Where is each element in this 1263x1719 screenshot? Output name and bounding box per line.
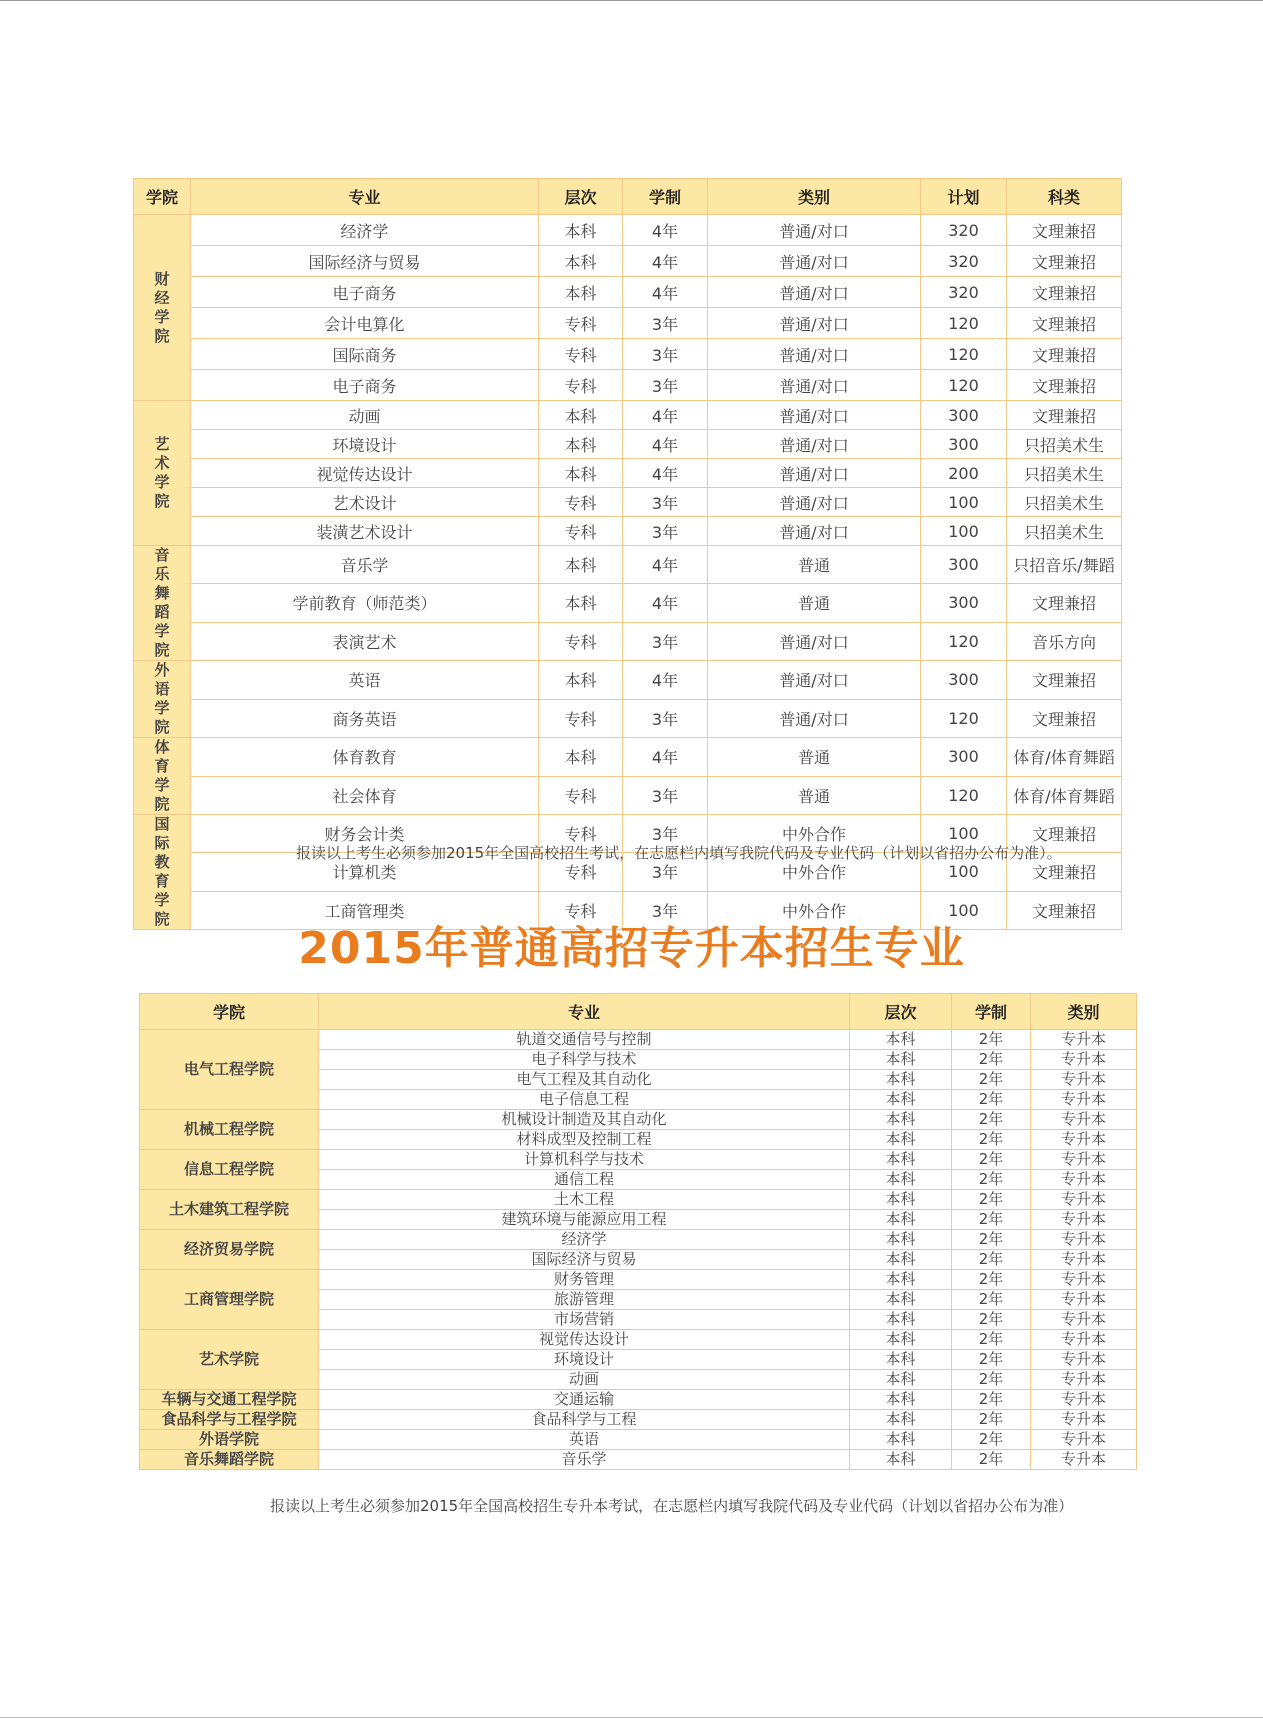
table-header-row: [140, 994, 1137, 1030]
table-cell: 机械设计制造及其自动化: [319, 1110, 850, 1130]
table-row: [134, 776, 1122, 815]
college-cell: 土木建筑工程学院: [140, 1190, 319, 1230]
college-cell: 音乐舞蹈学院: [140, 1450, 319, 1470]
table-cell: 本科: [850, 1370, 952, 1390]
table-cell: 2年: [952, 1110, 1031, 1130]
table-cell: 普通/对口: [708, 661, 921, 700]
table-cell: 会计电算化: [191, 308, 539, 339]
table-cell: 视觉传达设计: [191, 459, 539, 488]
table-cell: 普通/对口: [708, 246, 921, 277]
table-cell: 普通/对口: [708, 488, 921, 517]
table-cell: 120: [921, 776, 1007, 815]
table-cell: 普通/对口: [708, 339, 921, 370]
table-cell: 动画: [191, 401, 539, 430]
table-cell: 英语: [319, 1430, 850, 1450]
table-cell: 3年: [623, 339, 708, 370]
bottom-border-line: [0, 1717, 1263, 1718]
table-cell: 视觉传达设计: [319, 1330, 850, 1350]
table-cell: 3年: [623, 517, 708, 546]
table-cell: 120: [921, 622, 1007, 660]
table-cell: 2年: [952, 1030, 1031, 1050]
table-cell: 财务会计类: [191, 815, 539, 853]
upgrade-majors-table: [139, 993, 1137, 1470]
table-row: [134, 339, 1122, 370]
column-header: 层次: [539, 179, 623, 215]
table-cell: 只招音乐/舞蹈: [1007, 546, 1122, 584]
table-cell: 体育教育: [191, 738, 539, 777]
column-header: 层次: [850, 994, 952, 1030]
college-cell: 机械工程学院: [140, 1110, 319, 1150]
college-cell: 工商管理学院: [140, 1270, 319, 1330]
table-row: [134, 430, 1122, 459]
table-cell: 3年: [623, 853, 708, 891]
college-cell: 经济贸易学院: [140, 1230, 319, 1270]
college-cell: [134, 738, 191, 815]
table-cell: 轨道交通信号与控制: [319, 1030, 850, 1050]
table-cell: 动画: [319, 1370, 850, 1390]
table-cell: 本科: [539, 738, 623, 777]
table-cell: 2年: [952, 1050, 1031, 1070]
table-cell: 国际商务: [191, 339, 539, 370]
table-cell: 普通/对口: [708, 370, 921, 401]
table-cell: 国际经济与贸易: [191, 246, 539, 277]
table-cell: 电子信息工程: [319, 1090, 850, 1110]
table-cell: 3年: [623, 891, 708, 929]
table-cell: 专升本: [1031, 1030, 1137, 1050]
table-cell: 专科: [539, 308, 623, 339]
table-row: [134, 215, 1122, 246]
college-cell: [134, 401, 191, 546]
table-cell: 专科: [539, 699, 623, 738]
table-row: [140, 1390, 1137, 1410]
table-cell: 2年: [952, 1350, 1031, 1370]
table-cell: 320: [921, 246, 1007, 277]
table-cell: 3年: [623, 488, 708, 517]
table-cell: 学前教育（师范类）: [191, 584, 539, 622]
table-cell: 文理兼招: [1007, 853, 1122, 891]
table-cell: 只招美术生: [1007, 517, 1122, 546]
table-cell: 2年: [952, 1310, 1031, 1330]
table-cell: 工商管理类: [191, 891, 539, 929]
table-cell: 专升本: [1031, 1250, 1137, 1270]
table-cell: 2年: [952, 1090, 1031, 1110]
table-cell: 土木工程: [319, 1190, 850, 1210]
table-cell: 4年: [623, 215, 708, 246]
table-cell: 专升本: [1031, 1330, 1137, 1350]
table-cell: 本科: [539, 459, 623, 488]
table-cell: 旅游管理: [319, 1290, 850, 1310]
column-header: 学制: [623, 179, 708, 215]
table-cell: 4年: [623, 246, 708, 277]
table-cell: 300: [921, 661, 1007, 700]
table-cell: 只招美术生: [1007, 430, 1122, 459]
table-cell: 本科: [850, 1270, 952, 1290]
table-row: [134, 488, 1122, 517]
table-cell: 普通: [708, 738, 921, 777]
table-cell: 专科: [539, 370, 623, 401]
table-cell: 本科: [850, 1070, 952, 1090]
table-cell: 100: [921, 815, 1007, 853]
college-cell: [134, 546, 191, 661]
table-cell: 专升本: [1031, 1290, 1137, 1310]
table-cell: 120: [921, 308, 1007, 339]
table-cell: 本科: [850, 1190, 952, 1210]
table-cell: 本科: [850, 1030, 952, 1050]
table-cell: 专升本: [1031, 1350, 1137, 1370]
table-cell: 2年: [952, 1270, 1031, 1290]
table-cell: 普通/对口: [708, 430, 921, 459]
table-cell: 2年: [952, 1430, 1031, 1450]
table-cell: 本科: [850, 1050, 952, 1070]
column-header: 科类: [1007, 179, 1122, 215]
table-row: [134, 738, 1122, 777]
table-cell: 专科: [539, 776, 623, 815]
table-cell: 普通/对口: [708, 277, 921, 308]
table-cell: 4年: [623, 277, 708, 308]
table-row: [140, 1230, 1137, 1250]
table-cell: 经济学: [191, 215, 539, 246]
exam-note: 报读以上考生必须参加2015年全国高校招生专升本考试，在志愿栏内填写我院代码及专业代码（计划以省招办公布为准）: [270, 1497, 1074, 1515]
table-cell: 财务管理: [319, 1270, 850, 1290]
table-row: [134, 246, 1122, 277]
college-cell: 信息工程学院: [140, 1150, 319, 1190]
table-cell: 文理兼招: [1007, 246, 1122, 277]
table-cell: 专科: [539, 488, 623, 517]
table-cell: 专升本: [1031, 1430, 1137, 1450]
column-header: 专业: [319, 994, 850, 1030]
table-cell: 4年: [623, 459, 708, 488]
table-cell: 120: [921, 370, 1007, 401]
table-row: [140, 1330, 1137, 1350]
table-cell: 普通: [708, 776, 921, 815]
table-cell: 音乐学: [319, 1450, 850, 1470]
college-name: 艺术学院: [154, 435, 170, 510]
table-cell: 专升本: [1031, 1150, 1137, 1170]
table-cell: 材料成型及控制工程: [319, 1130, 850, 1150]
table-row: [134, 622, 1122, 660]
table-cell: 电子商务: [191, 277, 539, 308]
table-cell: 3年: [623, 776, 708, 815]
table-cell: 专科: [539, 891, 623, 929]
table-cell: 普通/对口: [708, 699, 921, 738]
table-cell: 2年: [952, 1330, 1031, 1350]
table-cell: 普通/对口: [708, 401, 921, 430]
table-cell: 300: [921, 430, 1007, 459]
table-cell: 3年: [623, 815, 708, 853]
table-cell: 2年: [952, 1210, 1031, 1230]
column-header: 专业: [191, 179, 539, 215]
table-cell: 专科: [539, 517, 623, 546]
table-cell: 文理兼招: [1007, 891, 1122, 929]
table-row: [134, 277, 1122, 308]
table-cell: 体育/体育舞蹈: [1007, 776, 1122, 815]
table-header-row: [134, 179, 1122, 215]
table-cell: 本科: [850, 1450, 952, 1470]
table-cell: 4年: [623, 401, 708, 430]
table-cell: 电子科学与技术: [319, 1050, 850, 1070]
table-cell: 文理兼招: [1007, 401, 1122, 430]
table-cell: 本科: [850, 1390, 952, 1410]
table-cell: 320: [921, 215, 1007, 246]
table-cell: 文理兼招: [1007, 339, 1122, 370]
table-row: [140, 1150, 1137, 1170]
table-cell: 通信工程: [319, 1170, 850, 1190]
college-name: 外语学院: [154, 661, 170, 736]
table-cell: 交通运输: [319, 1390, 850, 1410]
table-cell: 2年: [952, 1170, 1031, 1190]
table-cell: 只招美术生: [1007, 459, 1122, 488]
table-cell: 文理兼招: [1007, 215, 1122, 246]
table-cell: 本科: [539, 246, 623, 277]
table-row: [140, 1110, 1137, 1130]
college-cell: [134, 215, 191, 401]
table-cell: 专科: [539, 622, 623, 660]
table-row: [134, 308, 1122, 339]
table-cell: 文理兼招: [1007, 699, 1122, 738]
table-cell: 320: [921, 277, 1007, 308]
table-row: [134, 699, 1122, 738]
exam-note: 报读以上考生必须参加2015年全国高校招生考试，在志愿栏内填写我院代码及专业代码（计划以省招办公布为准）。: [296, 844, 1062, 862]
table-cell: 社会体育: [191, 776, 539, 815]
table-row: [134, 370, 1122, 401]
table-row: [140, 1410, 1137, 1430]
table-cell: 本科: [850, 1150, 952, 1170]
table-cell: 计算机科学与技术: [319, 1150, 850, 1170]
table-cell: 4年: [623, 546, 708, 584]
table-cell: 300: [921, 584, 1007, 622]
table-cell: 普通/对口: [708, 215, 921, 246]
table-cell: 4年: [623, 738, 708, 777]
table-cell: 文理兼招: [1007, 661, 1122, 700]
table-cell: 专升本: [1031, 1070, 1137, 1090]
table-cell: 专升本: [1031, 1050, 1137, 1070]
table-cell: 2年: [952, 1410, 1031, 1430]
table-cell: 2年: [952, 1150, 1031, 1170]
table-cell: 2年: [952, 1290, 1031, 1310]
table-row: [140, 1450, 1137, 1470]
table-cell: 文理兼招: [1007, 584, 1122, 622]
table-cell: 200: [921, 459, 1007, 488]
table-cell: 专科: [539, 815, 623, 853]
table-cell: 环境设计: [319, 1350, 850, 1370]
table-cell: 本科: [539, 277, 623, 308]
table-row: [134, 546, 1122, 584]
table-cell: 本科: [850, 1350, 952, 1370]
table-cell: 本科: [850, 1090, 952, 1110]
top-border-line: [0, 0, 1263, 1]
table-cell: 建筑环境与能源应用工程: [319, 1210, 850, 1230]
table-cell: 本科: [539, 401, 623, 430]
college-name: 体育学院: [154, 738, 170, 813]
table-cell: 专升本: [1031, 1090, 1137, 1110]
table-row: [134, 661, 1122, 700]
table-cell: 100: [921, 891, 1007, 929]
undergraduate-majors-table: [133, 178, 1122, 930]
table-cell: 音乐方向: [1007, 622, 1122, 660]
column-header: 计划: [921, 179, 1007, 215]
table-row: [134, 401, 1122, 430]
table-cell: 3年: [623, 370, 708, 401]
table-cell: 120: [921, 339, 1007, 370]
table-cell: 本科: [850, 1290, 952, 1310]
table-cell: 本科: [850, 1130, 952, 1150]
college-cell: 外语学院: [140, 1430, 319, 1450]
table-cell: 本科: [850, 1430, 952, 1450]
table-cell: 只招美术生: [1007, 488, 1122, 517]
table-cell: 本科: [850, 1330, 952, 1350]
table-cell: 2年: [952, 1230, 1031, 1250]
table-cell: 环境设计: [191, 430, 539, 459]
table-cell: 表演艺术: [191, 622, 539, 660]
table-cell: 英语: [191, 661, 539, 700]
table-cell: 中外合作: [708, 815, 921, 853]
table-cell: 本科: [850, 1230, 952, 1250]
college-cell: 电气工程学院: [140, 1030, 319, 1110]
table-cell: 3年: [623, 308, 708, 339]
college-cell: 车辆与交通工程学院: [140, 1390, 319, 1410]
table-cell: 文理兼招: [1007, 370, 1122, 401]
table-cell: 本科: [539, 430, 623, 459]
table-cell: 电气工程及其自动化: [319, 1070, 850, 1090]
table-cell: 专升本: [1031, 1130, 1137, 1150]
table-cell: 2年: [952, 1130, 1031, 1150]
table-cell: 市场营销: [319, 1310, 850, 1330]
table-cell: 本科: [539, 584, 623, 622]
table-cell: 100: [921, 853, 1007, 891]
table-cell: 体育/体育舞蹈: [1007, 738, 1122, 777]
column-header: 类别: [1031, 994, 1137, 1030]
table-cell: 计算机类: [191, 853, 539, 891]
table-cell: 本科: [850, 1170, 952, 1190]
table-cell: 文理兼招: [1007, 308, 1122, 339]
table-cell: 普通/对口: [708, 459, 921, 488]
table-cell: 2年: [952, 1390, 1031, 1410]
table-cell: 3年: [623, 699, 708, 738]
table-cell: 装潢艺术设计: [191, 517, 539, 546]
college-cell: 艺术学院: [140, 1330, 319, 1390]
table-row: [140, 1430, 1137, 1450]
table-cell: 艺术设计: [191, 488, 539, 517]
column-header: 学院: [134, 179, 191, 215]
table-cell: 专科: [539, 339, 623, 370]
table-cell: 音乐学: [191, 546, 539, 584]
column-header: 类别: [708, 179, 921, 215]
table-row: [140, 1190, 1137, 1210]
table-cell: 专升本: [1031, 1410, 1137, 1430]
table-cell: 国际经济与贸易: [319, 1250, 850, 1270]
table-cell: 本科: [850, 1410, 952, 1430]
table-cell: 普通/对口: [708, 308, 921, 339]
table-row: [140, 1270, 1137, 1290]
table-cell: 普通/对口: [708, 517, 921, 546]
table-cell: 100: [921, 517, 1007, 546]
table-cell: 专升本: [1031, 1230, 1137, 1250]
table-cell: 2年: [952, 1450, 1031, 1470]
table-cell: 4年: [623, 661, 708, 700]
table-cell: 专升本: [1031, 1210, 1137, 1230]
college-name: 财经学院: [154, 269, 170, 345]
table-row: [140, 1030, 1137, 1050]
table-cell: 120: [921, 699, 1007, 738]
college-cell: 食品科学与工程学院: [140, 1410, 319, 1430]
column-header: 学院: [140, 994, 319, 1030]
table-cell: 普通: [708, 546, 921, 584]
table-cell: 普通/对口: [708, 622, 921, 660]
table-cell: 2年: [952, 1250, 1031, 1270]
section-title: 2015年普通高招专升本招生专业: [298, 923, 965, 974]
table-cell: 专科: [539, 853, 623, 891]
table-row: [134, 517, 1122, 546]
table-cell: 专升本: [1031, 1370, 1137, 1390]
college-name: 国际教育学院: [154, 815, 170, 928]
table-cell: 中外合作: [708, 853, 921, 891]
table-cell: 本科: [539, 661, 623, 700]
table-cell: 本科: [850, 1210, 952, 1230]
table-cell: 本科: [539, 215, 623, 246]
table-cell: 电子商务: [191, 370, 539, 401]
table-cell: 普通: [708, 584, 921, 622]
table-cell: 4年: [623, 584, 708, 622]
table-cell: 文理兼招: [1007, 277, 1122, 308]
table-cell: 专升本: [1031, 1110, 1137, 1130]
table-cell: 本科: [850, 1310, 952, 1330]
table-cell: 2年: [952, 1370, 1031, 1390]
table-cell: 文理兼招: [1007, 815, 1122, 853]
college-cell: [134, 661, 191, 738]
table-cell: 商务英语: [191, 699, 539, 738]
table-cell: 100: [921, 488, 1007, 517]
table-cell: 本科: [850, 1250, 952, 1270]
table-cell: 2年: [952, 1070, 1031, 1090]
table-cell: 专升本: [1031, 1190, 1137, 1210]
table-cell: 专升本: [1031, 1270, 1137, 1290]
column-header: 学制: [952, 994, 1031, 1030]
table-cell: 专升本: [1031, 1450, 1137, 1470]
table-cell: 300: [921, 401, 1007, 430]
table-cell: 专升本: [1031, 1390, 1137, 1410]
college-name: 音乐舞蹈学院: [154, 546, 170, 659]
table-cell: 300: [921, 546, 1007, 584]
table-cell: 经济学: [319, 1230, 850, 1250]
table-cell: 2年: [952, 1190, 1031, 1210]
table-cell: 专升本: [1031, 1310, 1137, 1330]
table-cell: 专升本: [1031, 1170, 1137, 1190]
table-row: [134, 584, 1122, 622]
table-row: [134, 459, 1122, 488]
table-cell: 300: [921, 738, 1007, 777]
table-cell: 本科: [539, 546, 623, 584]
table-cell: 中外合作: [708, 891, 921, 929]
table-cell: 食品科学与工程: [319, 1410, 850, 1430]
table-cell: 本科: [850, 1110, 952, 1130]
table-cell: 4年: [623, 430, 708, 459]
table-cell: 3年: [623, 622, 708, 660]
